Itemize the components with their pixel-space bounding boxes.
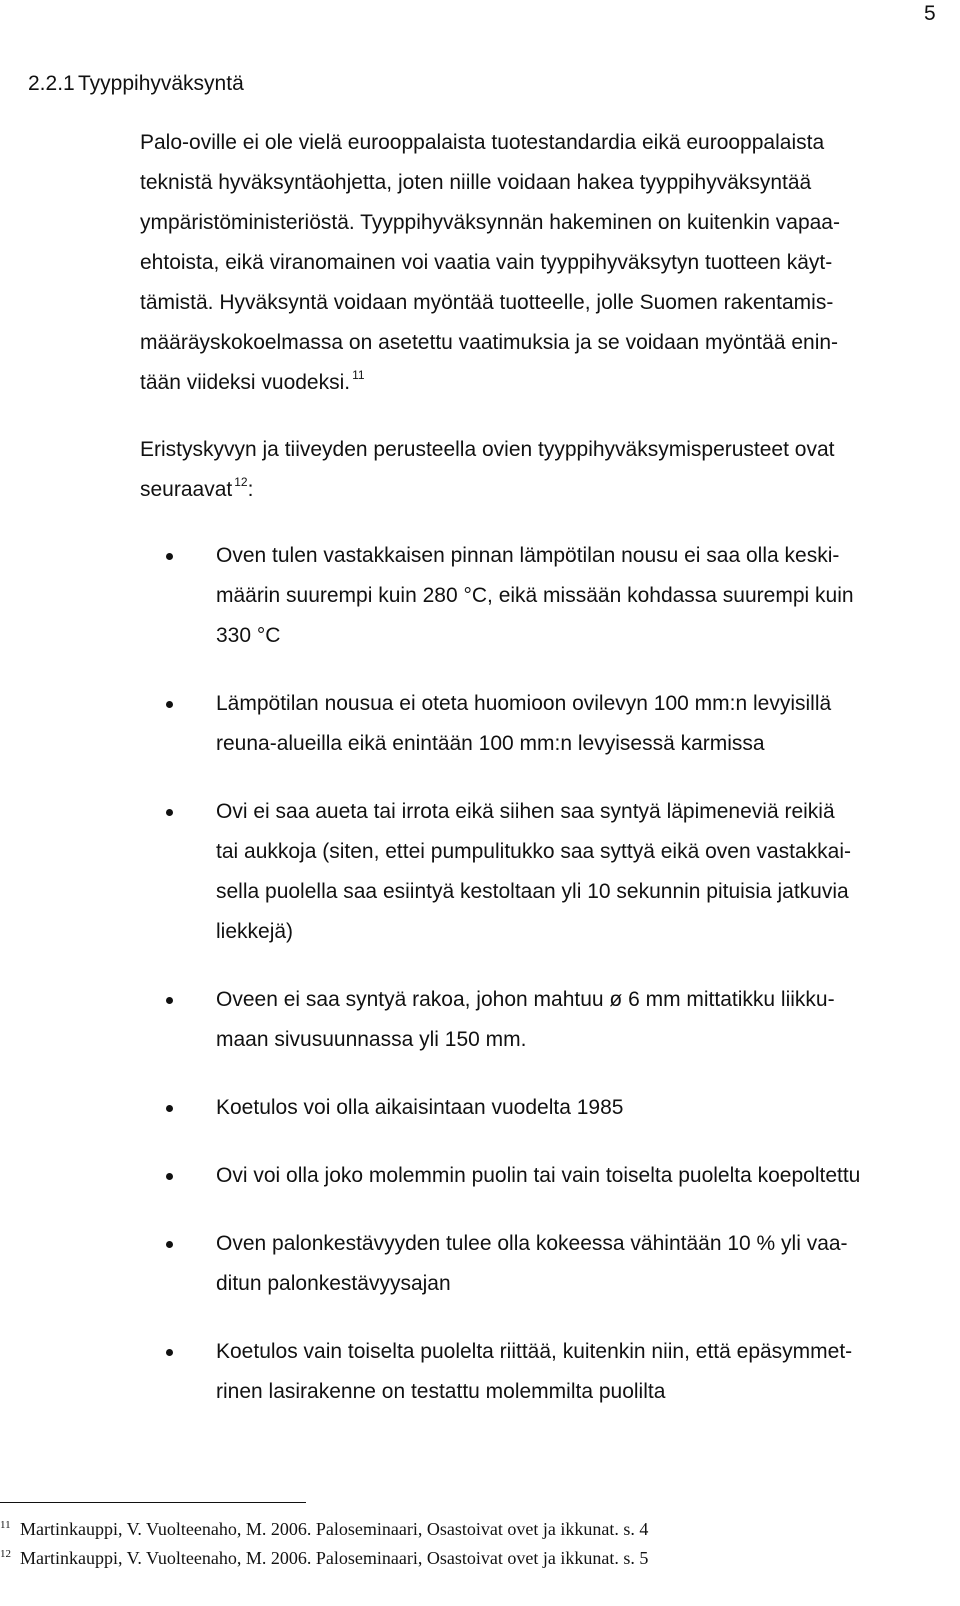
paragraph-line: tämistä. Hyväksyntä voidaan myöntää tuotteelle, jolle Suomen rakentamis-	[140, 291, 834, 314]
bullet-icon	[166, 701, 173, 708]
bullet-icon	[166, 1349, 173, 1356]
footnotes	[0, 1516, 648, 1574]
paragraph-line-text: seuraavat	[140, 478, 233, 501]
bullet-icon	[166, 997, 173, 1004]
footnote-number: 11	[0, 1519, 11, 1531]
paragraph-line-last	[140, 470, 938, 512]
list-item	[140, 536, 938, 656]
list-item	[140, 1156, 938, 1196]
footnote-ref-11[interactable]: 11	[352, 368, 365, 382]
paragraph-line: Eristyskyvyn ja tiiveyden perusteella ovien tyyppihyväksymisperusteet ovat	[140, 438, 835, 461]
bullet-icon	[166, 553, 173, 560]
bullet-icon	[166, 1241, 173, 1248]
section-title: Tyyppihyväksyntä	[78, 72, 244, 95]
footnote-divider	[0, 1502, 306, 1503]
list-item-line: Oven tulen vastakkaisen pinnan lämpötilan nousu ei saa olla keski-	[216, 544, 840, 567]
paragraph-line: teknistä hyväksyntäohjetta, joten niille voidaan hakea tyyppihyväksyntää	[140, 171, 812, 194]
paragraph-2	[140, 430, 938, 512]
list-item	[140, 1332, 938, 1412]
list-item	[140, 980, 938, 1060]
paragraph-line-last	[140, 363, 938, 405]
list-item	[140, 792, 938, 952]
list-item-line: Oven palonkestävyyden tulee olla kokeessa vähintään 10 % yli vaa-	[216, 1232, 848, 1255]
list-item-line: määrin suurempi kuin 280 °C, eikä missään kohdassa suurempi kuin	[216, 584, 854, 607]
list-item-line: Oveen ei saa syntyä rakoa, johon mahtuu ø 6 mm mittatikku liikku-	[216, 988, 835, 1011]
list-item-line: Koetulos voi olla aikaisintaan vuodelta 1985	[216, 1096, 624, 1119]
list-item-line: tai aukkoja (siten, ettei pumpulitukko saa syttyä eikä oven vastakkai-	[216, 840, 851, 863]
footnote-text: Martinkauppi, V. Vuolteenaho, M. 2006. Paloseminaari, Osastoivat ovet ja ikkunat. s. 4	[20, 1519, 649, 1539]
paragraph-line-text: tään viideksi vuodeksi.	[140, 371, 351, 394]
criteria-list	[140, 536, 938, 1440]
list-item-line: 330 °C	[216, 624, 281, 647]
list-item	[140, 1088, 938, 1128]
list-item-line: sella puolella saa esiintyä kestoltaan yli 10 sekunnin pituisia jatkuvia	[216, 880, 849, 903]
bullet-icon	[166, 1105, 173, 1112]
list-item-line: Ovi voi olla joko molemmin puolin tai vain toiselta puolelta koepoltettu	[216, 1164, 861, 1187]
paragraph-line: ehtoista, eikä viranomainen voi vaatia vain tyyppihyväksytyn tuotteen käyt-	[140, 251, 833, 274]
paragraph-line: määräyskokoelmassa on asetettu vaatimuksia ja se voidaan myöntää enin-	[140, 331, 839, 354]
paragraph-type-approval	[140, 123, 938, 405]
bullet-icon	[166, 809, 173, 816]
list-item	[140, 684, 938, 764]
list-item-line: Koetulos vain toiselta puolelta riittää, kuitenkin niin, että epäsymmet-	[216, 1340, 853, 1363]
section-number: 2.2.1	[28, 72, 75, 95]
page-number: 5	[924, 2, 936, 25]
list-item	[140, 1224, 938, 1304]
paragraph-1	[140, 123, 938, 405]
colon: :	[247, 478, 254, 501]
footnote-11	[0, 1516, 648, 1545]
footnote-ref-12[interactable]: 12	[234, 475, 248, 489]
list-item-line: reuna-alueilla eikä enintään 100 mm:n levyisessä karmissa	[216, 732, 765, 755]
list-item-line: maan sivusuunnassa yli 150 mm.	[216, 1028, 527, 1051]
list-item-line: rinen lasirakenne on testattu molemmilta puolilta	[216, 1380, 666, 1403]
footnote-number: 12	[0, 1548, 11, 1560]
footnote-text: Martinkauppi, V. Vuolteenaho, M. 2006. Paloseminaari, Osastoivat ovet ja ikkunat. s. 5	[20, 1548, 649, 1568]
list-item-line: Lämpötilan nousua ei oteta huomioon ovilevyn 100 mm:n levyisillä	[216, 692, 832, 715]
footnote-12	[0, 1545, 648, 1574]
section-heading	[28, 72, 244, 96]
list-item-line: Ovi ei saa aueta tai irrota eikä siihen saa syntyä läpimeneviä reikiä	[216, 800, 835, 823]
bullet-icon	[166, 1173, 173, 1180]
list-item-line: liekkejä)	[216, 920, 294, 943]
paragraph-line: Palo-oville ei ole vielä eurooppalaista tuotestandardia eikä eurooppalaista	[140, 131, 825, 154]
paragraph-criteria-intro	[140, 430, 938, 512]
paragraph-line: ympäristöministeriöstä. Tyyppihyväksynnän hakeminen on kuitenkin vapaa-	[140, 211, 840, 234]
list-item-line: ditun palonkestävyysajan	[216, 1272, 451, 1295]
